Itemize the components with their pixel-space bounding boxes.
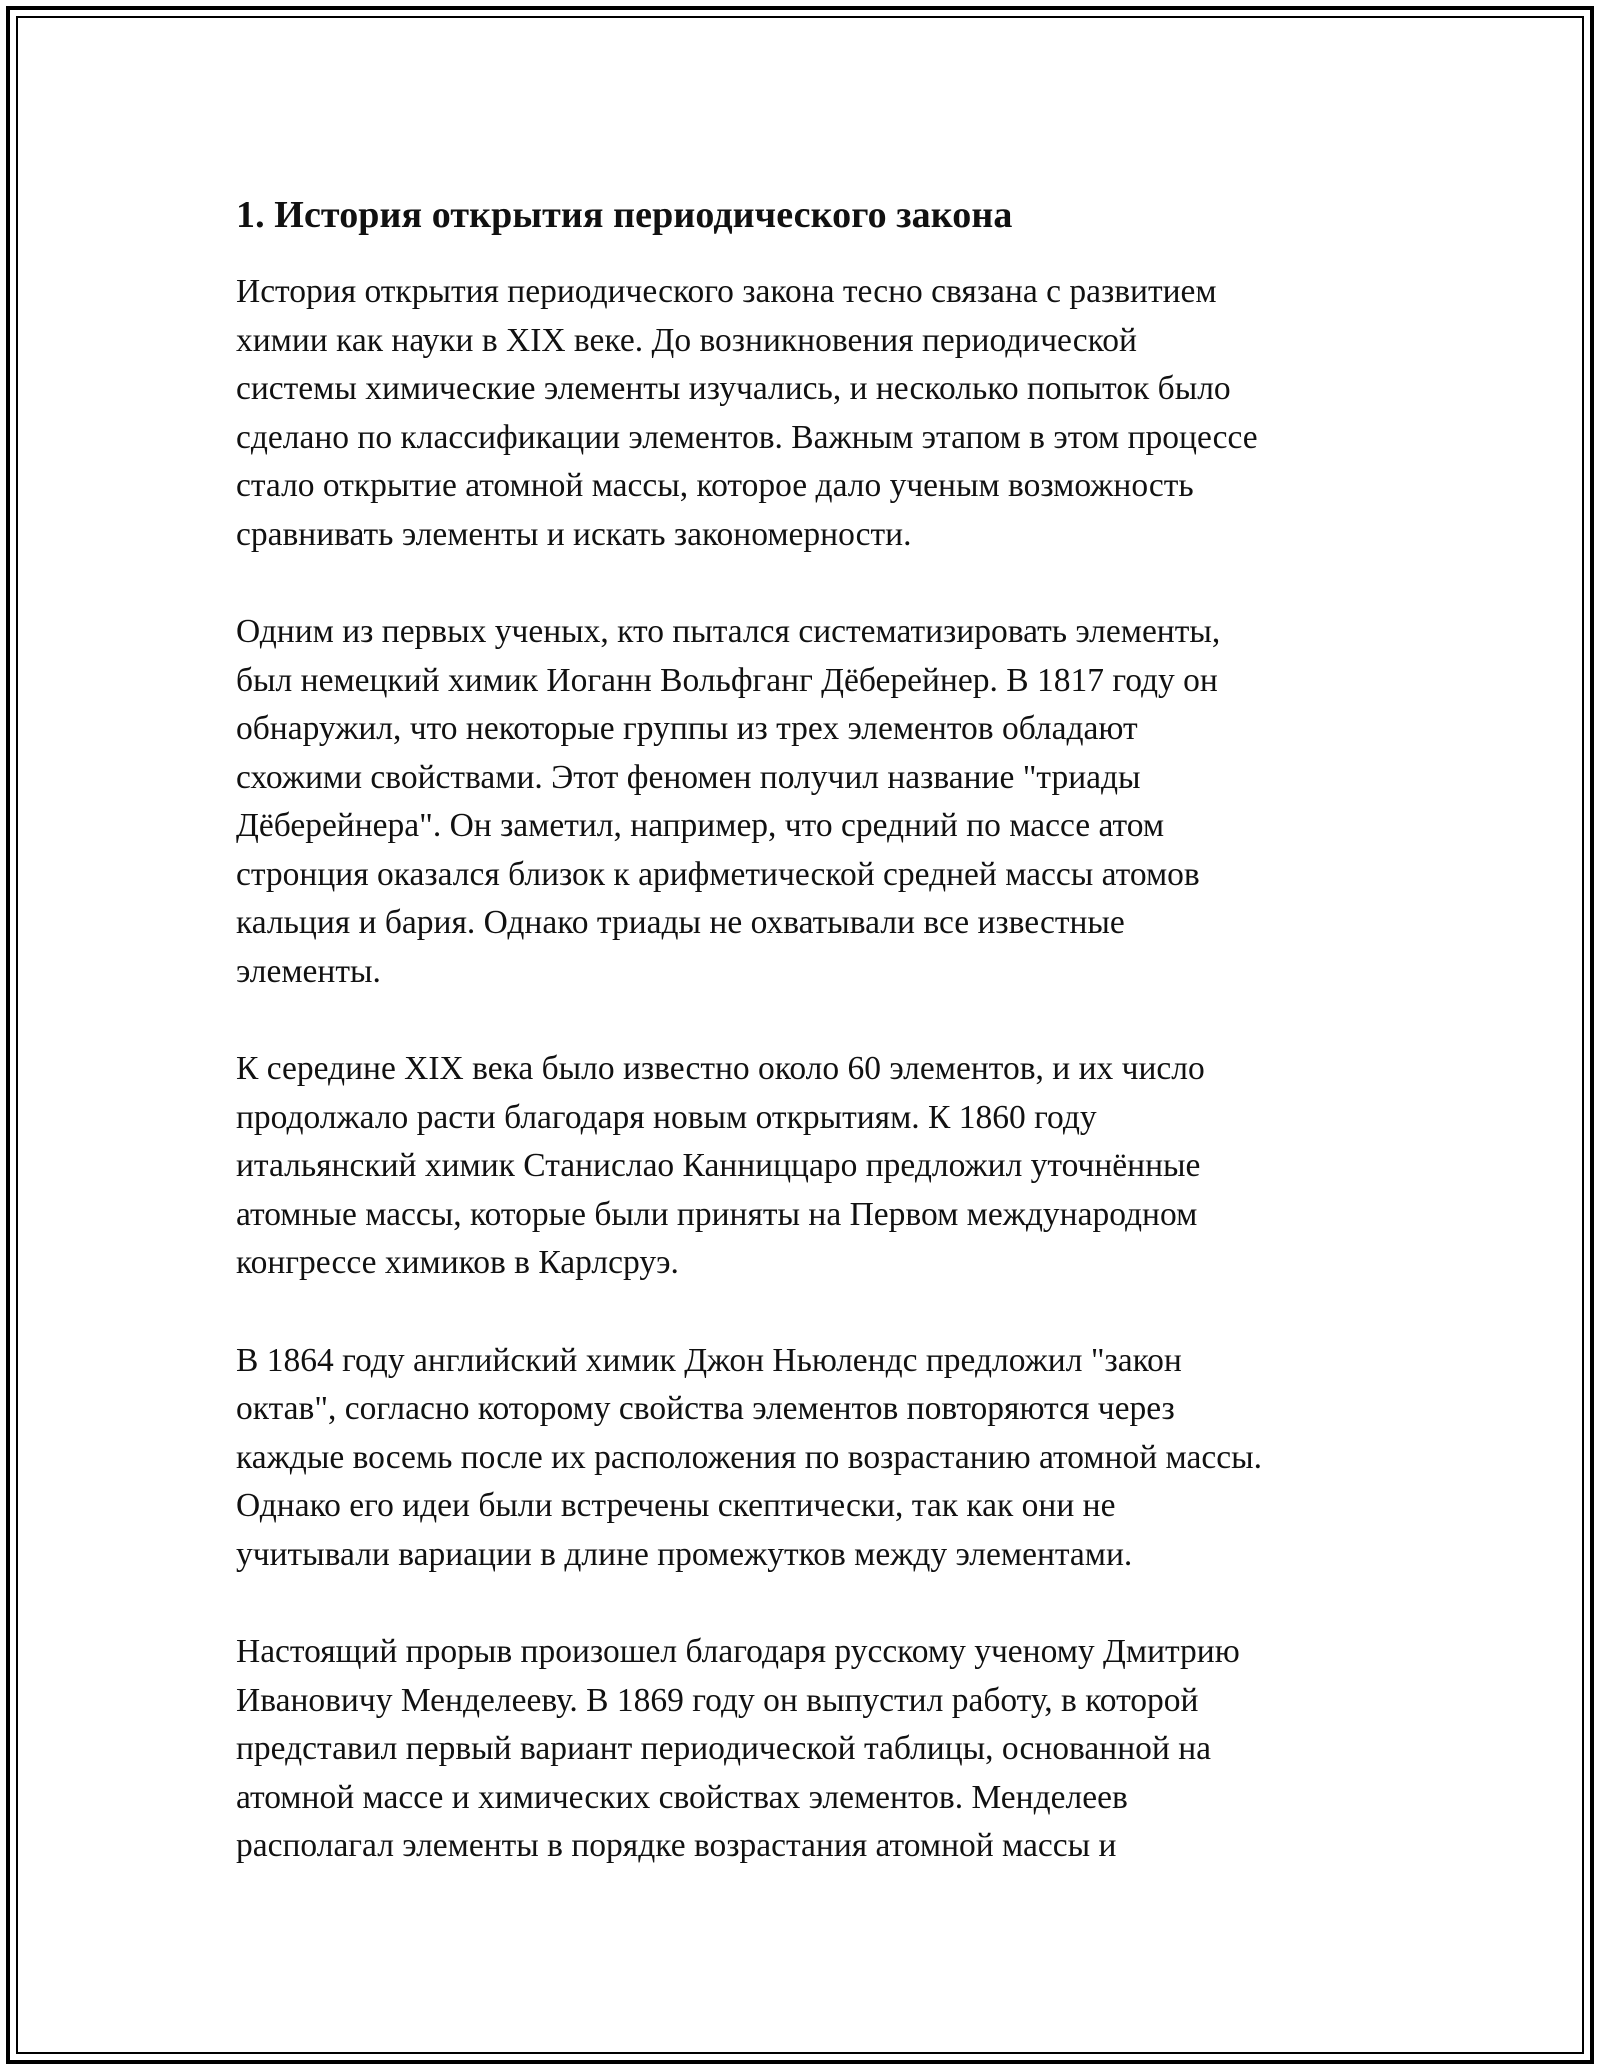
paragraph-3: К середине XIX века было известно около 60 элементов, и их число продолжало расти благодаря новым открытиям. К 1860 году итальянский химик Станислао Канниццаро предложил уточнённые атомные массы, которые были приняты на Первом международном конгрессе химиков в Карлсруэ. [236,1050,1205,1281]
paragraph-5: Настоящий прорыв произошел благодаря русскому ученому Дмитрию Ивановичу Менделееву. В 1869 году он выпустил работу, в которой представил первый вариант периодической таблицы, основанной на атомной массе и химических свойствах элементов. Менделеев располагал элементы в порядке возрастания атомной массы и [236,1633,1240,1864]
document-body [236,190,1396,1920]
section-heading: 1. История открытия периодического закона [236,194,1013,236]
paragraph-4: В 1864 году английский химик Джон Ньюлендс предложил "закон октав", согласно которому свойства элементов повторяются через каждые восемь после их расположения по возрастанию атомной массы. Однако его идеи были встречены скептически, так как они не учитывали вариации в длине промежутков между элементами. [236,1341,1262,1573]
paragraph-2: Одним из первых ученых, кто пытался систематизировать элементы, был немецкий химик Иоганн Вольфганг Дёберейнер. В 1817 году он обнаружил, что некоторые группы из трех элементов обладают схожими свойствами. Этот феномен получил название "триады Дёберейнера". Он заметил, например, что средний по массе атом стронция оказался близок к арифметической средней массы атомов кальция и бария. Однако триады не охватывали все известные элементы. [236,613,1221,990]
paragraph-1: История открытия периодического закона тесно связана с развитием химии как науки в XIX веке. До возникновения периодической системы химические элементы изучались, и несколько попыток было сделано по классификации элементов. Важным этапом в этом процессе стало открытие атомной массы, которое дало ученым возможность сравнивать элементы и искать закономерности. [236,273,1258,553]
